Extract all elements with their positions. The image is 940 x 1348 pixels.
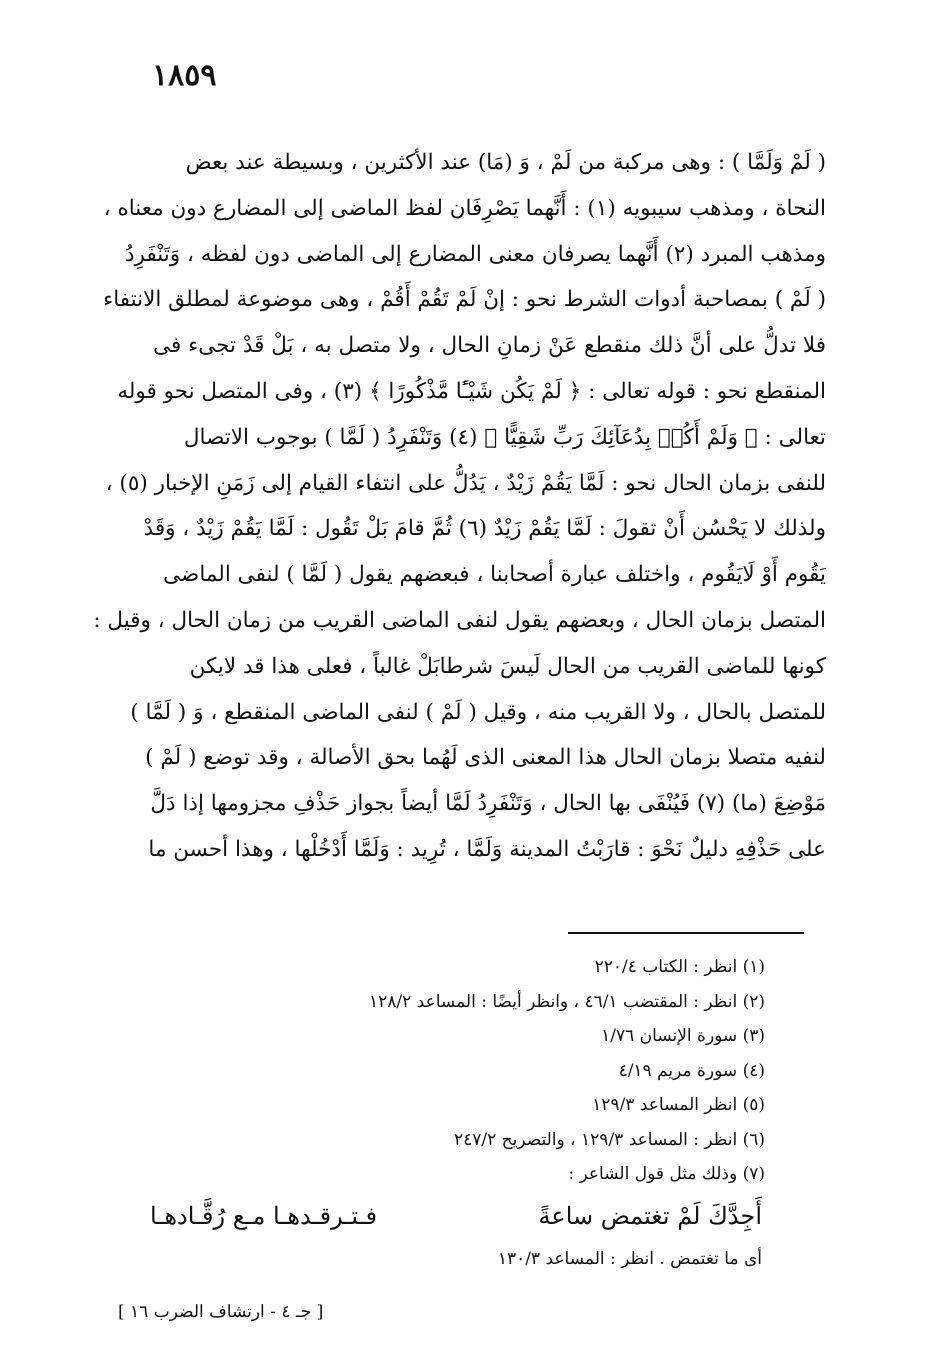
footnote: (٢) انظر : المقتضب ٤٦/١ ، وانظر أيضًا : المساعد ١٢٨/٢ <box>369 991 765 1012</box>
text-line: فلا تدلُّ على أنَّ ذلك منقطع عَنْ زمانِ الحال ، ولا متصل به ، بَلْ قَدْ تجىء فى <box>153 333 826 359</box>
printer-signature: [ جـ ٤ - ارتشاف الضرب ١٦ ] <box>118 1302 324 1322</box>
text-line: المنقطع نحو : قوله تعالى : ﴿ لَمْ يَكُن شَيْـًٔا مَّذْكُورًا ﴾ (٣) ، وفى المتصل نحو قوله <box>117 378 826 404</box>
verse-note: أى ما تغتمض . انظر : المساعد ١٣٠/٣ <box>497 1249 762 1269</box>
text-line: للمتصل بالحال ، ولا القريب منه ، وقيل ( لَمْ ) لنفى الماضى المنقطع ، وَ ( لَمَّا ) <box>130 699 826 725</box>
text-line: ومذهب المبرد (٢) أَنَّهما يصرفان معنى المضارع إلى الماضى دون لفظه ، وَتَنْفَرِدُ <box>124 241 826 267</box>
text-line: ( لَمْ ) بمصاحبة أدوات الشرط نحو : إنْ لَمْ تَقُمْ أَقُمْ ، وهى موضوعة لمطلق الانتفاء <box>103 287 826 313</box>
footnote: (٣) سورة الإنسان ١/٧٦ <box>601 1026 765 1046</box>
poetry-verse <box>150 1202 762 1230</box>
text-line: على حَذْفِهِ دليلٌ نَحْوَ : قارَبْتُ المدينة وَلَمَّا ، تُرِيد : وَلَمَّا أَدْخُلْها ، وهذا أحسن ما <box>148 836 826 862</box>
text-line: كونها للماضى القريب من الحال لَيسَ شرطابَلْ غالباً ، فعلى هذا قد لايكن <box>189 653 826 679</box>
text-line: المتصل بزمان الحال ، وبعضهم يقول لنفى الماضى القريب من زمان الحال ، وقيل : <box>93 607 826 633</box>
footnotes <box>200 950 765 1192</box>
footnote: (١) انظر : الكتاب ٢٢٠/٤ <box>594 957 765 977</box>
text-line: ( لَمْ وَلَمَّا ) : وهى مركبة من لَمْ ، وَ (مَا) عند الأكثرين ، وبسيطة عند بعض <box>185 150 826 175</box>
text-line: لنفيه متصلا بزمان الحال هذا المعنى الذى لَهُما بحق الأصالة ، وقد توضع ( لَمْ ) <box>145 745 826 771</box>
text-line: مَوْضِعَ (ما) (٧) فَيُنْفَى بها الحال ، وَتَنْفَرِدُ لَمَّا أيضاً بجواز حَذْفِ مجزومها إذا دَلَّ <box>150 791 826 817</box>
footnote-divider <box>568 932 804 934</box>
page-number: ١٨٥٩ <box>152 58 217 93</box>
verse-second-hemistich: فـتـرقـدهـا مـع رُقَّـادهـا <box>150 1202 378 1230</box>
text-line: ولذلك لا يَحْسُن أَنْ تقولَ : لَمَّا يَقُمْ زَيْدٌ (٦) ثُمَّ قامَ بَلْ تَقُول : لَمَّا يَقُمْ زَيْدٌ ، وَقَدْ <box>143 516 826 542</box>
text-line: النحاة ، ومذهب سيبويه (١) : أَنَّهما يَصْرِفَان لفظ الماضى إلى المضارع دون معناه ، <box>103 195 826 221</box>
footnote: (٥) انظر المساعد ١٢٩/٣ <box>592 1095 765 1115</box>
text-line: للنفى بزمان الحال نحو : لَمَّا يَقُمْ زَيْدٌ ، يَدُلُّ على انتفاء القيام إلى زَمَنِ الإخبار (٥) ، <box>105 470 826 496</box>
verse-first-hemistich: أَجِدَّكَ لَمْ تغتمض ساعةً <box>538 1202 762 1230</box>
text-line: يَقُوم أَوْ لَايَقُوم ، واختلف عبارة أصحابنا ، فبعضهم يقول ( لَمَّا ) لنفى الماضى <box>163 562 826 588</box>
footnote: (٧) وذلك مثل قول الشاعر : <box>568 1164 765 1184</box>
text-line: تعالى : ﴿ وَلَمْ أَكُنۢ بِدُعَآئِكَ رَبِّ شَقِيًّا ﴾ (٤) وَتَنْفَرِدُ ( لَمَّا ) بوجوب الاتصال <box>183 424 826 450</box>
footnote: (٤) سورة مريم ٤/١٩ <box>618 1060 765 1081</box>
main-text <box>93 140 826 873</box>
footnote: (٦) انظر : المساعد ١٢٩/٣ ، والتصريح ٢٤٧/٢ <box>454 1129 765 1150</box>
